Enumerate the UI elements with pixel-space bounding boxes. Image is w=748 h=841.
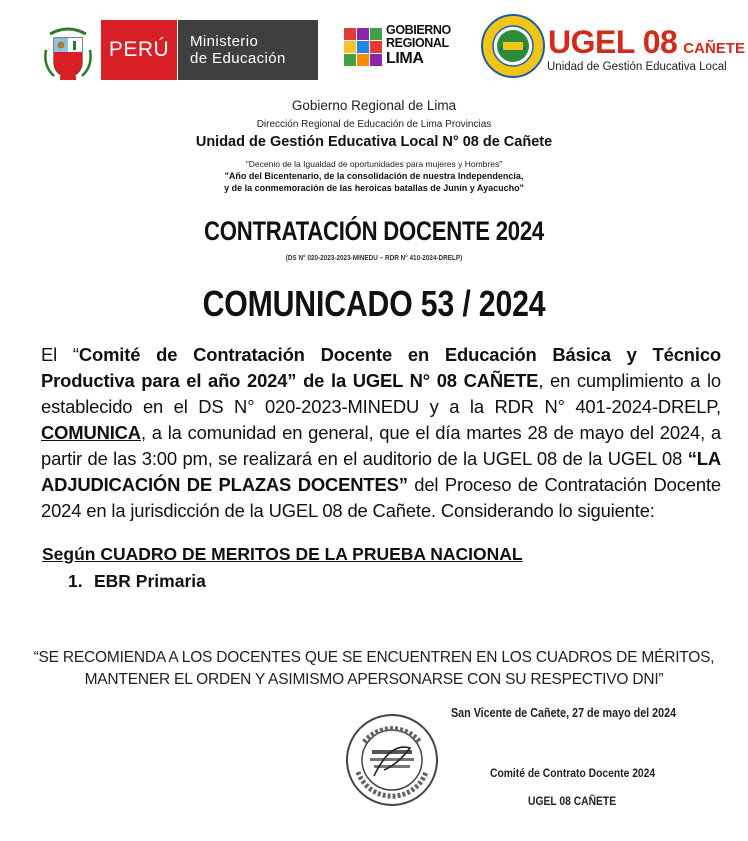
recommendation-line-1: “SE RECOMIENDA A LOS DOCENTES QUE SE ENCUENTREN EN LOS CUADROS DE MÉRITOS, [33,649,715,666]
letterhead-gobierno: Gobierno Regional de Lima [291,98,457,113]
list-item-label: EBR Primaria [94,571,206,591]
peru-brand-block [101,20,177,80]
ugel-title [548,24,745,61]
body-text-2: , en cumplimiento a lo establecido en el DS N° 020-2023-MINEDU y a la RDR N° 401-2024-DRELP, [41,370,721,417]
minedu-line-1: Ministerio [190,33,259,50]
letterhead-anio-line-2: y de la conmemoración de las heroicas batallas de Junín y Ayacucho" [224,183,524,193]
page-title-reference: (DS N° 020-2023-2023-MINEDU – RDR N° 410-2024-DRELP) [285,253,463,262]
signature-committee: Comité de Contrato Docente 2024 [490,766,656,780]
letterhead-decenio: "Decenio de la Igualdad de oportunidades para mujeres y Hombres" [245,159,503,169]
recommendation-line-2: MANTENER EL ORDEN Y ASIMISMO APERSONARSE CON SU RESPECTIVO DNI” [84,671,664,688]
body-adjudicacion: “LA ADJUDICACIÓN DE PLAZAS DOCENTES” [41,448,721,495]
gore-line-3: LIMA [386,50,424,67]
comunicado-number: COMUNICADO 53 / 2024 [202,283,546,324]
minedu-brand-block [178,20,318,80]
peru-label: PERÚ [108,38,170,61]
gobierno-regional-logo [342,24,450,74]
ugel-title-main: UGEL 08 [548,24,678,60]
body-text-1: El “ [41,344,79,365]
minedu-line-2: de Educación [190,50,286,67]
place-and-date: San Vicente de Cañete, 27 de mayo del 2024 [451,706,677,720]
gore-line-1: GOBIERNO [386,23,451,37]
page-title: CONTRATACIÓN DOCENTE 2024 [204,216,544,246]
national-shield-icon [40,20,96,82]
section-heading: Según CUADRO DE MERITOS DE LA PRUEBA NACIONAL [42,544,523,564]
letterhead-anio-line-1: "Año del Bicentenario, de la consolidación de nuestra Independencia, [224,171,524,181]
ugel-subtitle: Unidad de Gestión Educativa Local [547,61,727,73]
list-item-number: 1. [68,571,83,591]
ugel-emblem-icon [481,14,545,78]
list-item [68,571,206,592]
letterhead-direccion: Dirección Regional de Educación de Lima Provincias [256,119,492,130]
gobierno-regional-mark-icon [342,24,384,74]
signature-organization: UGEL 08 CAÑETE [528,794,617,808]
body-comunica: COMUNICA [41,422,141,443]
director-stamp-icon [344,712,440,808]
body-text-3: , a la comunidad en general, que el día martes 28 de mayo del 2024, a partir de las 3:00 pm, se realizará en el auditorio de la UGEL 08 de la UGEL 08 [41,422,721,469]
body-text-4: del Proceso de Contratación Docente 2024 en la jurisdicción de la UGEL 08 de Cañete. Considerando lo siguiente: [41,474,721,521]
body-committee: Comité de Contratación Docente en Educación Básica y Técnico Productiva para el año 2024” de la UGEL N° 08 CAÑETE [41,344,721,391]
ugel-title-suffix: CAÑETE [683,40,745,57]
body-paragraph [41,342,721,524]
gore-line-2: REGIONAL [386,36,449,50]
letterhead-unidad: Unidad de Gestión Educativa Local N° 08 de Cañete [195,134,553,150]
